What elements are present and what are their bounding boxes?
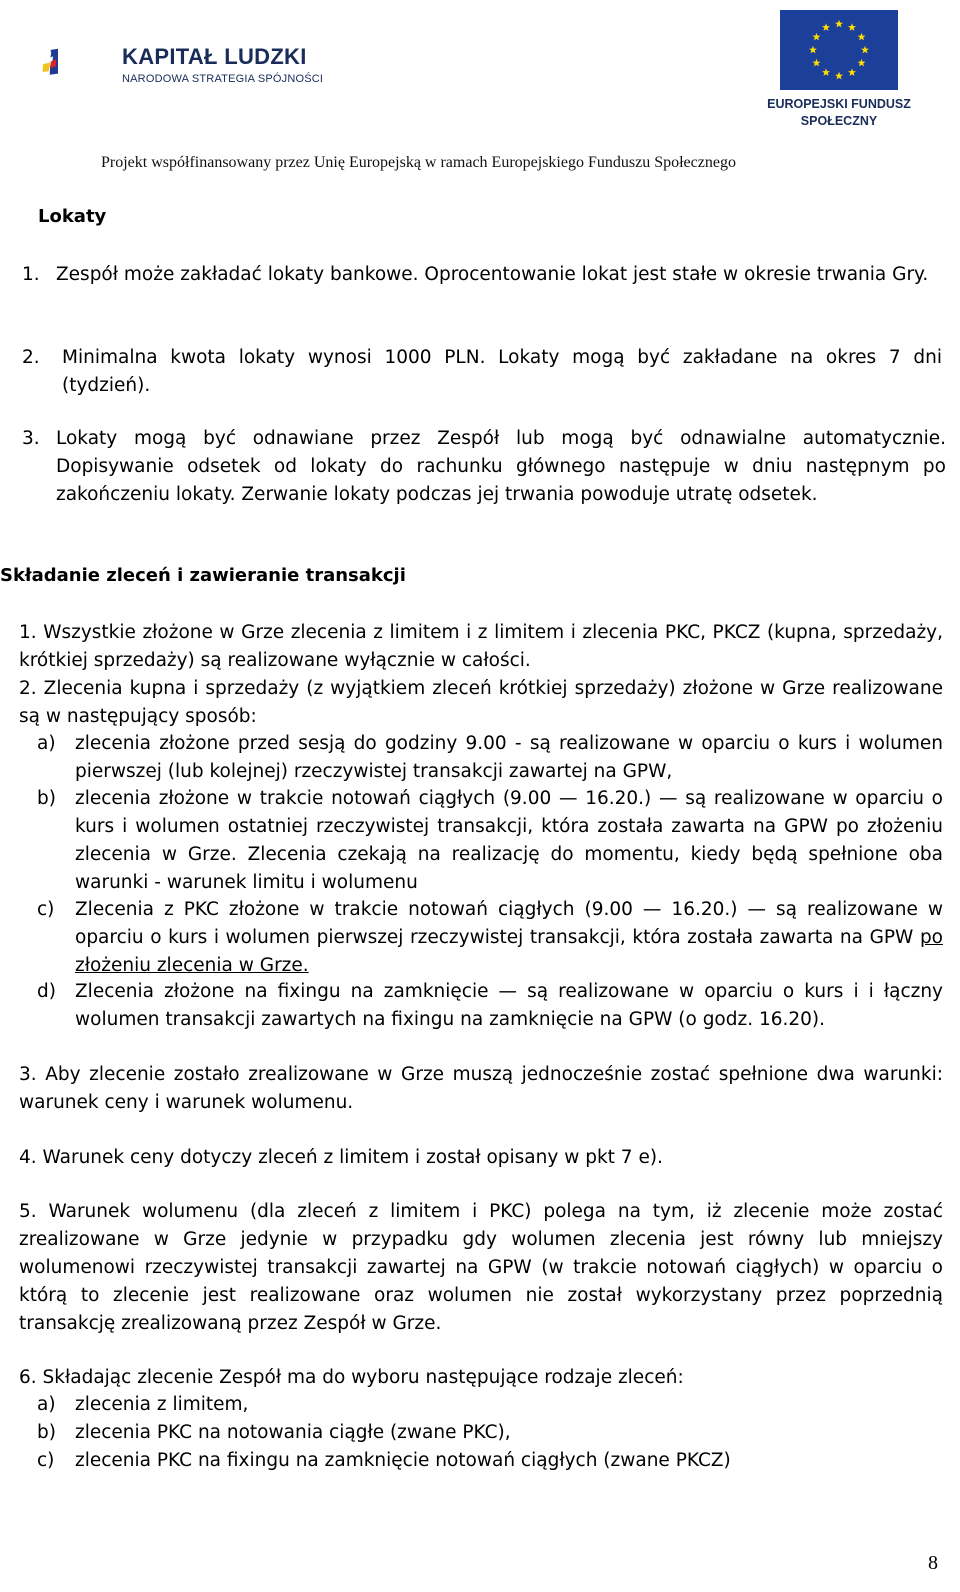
sub-item-letter: d) <box>37 981 56 1002</box>
list-item-number: 1. <box>22 264 40 285</box>
sub-item-letter: a) <box>37 733 56 754</box>
eu-fund-name <box>755 96 923 130</box>
sub-item-text: zlecenia PKC na notowania ciągłe (zwane PKC), <box>75 1422 511 1443</box>
list-item-number: 3. <box>22 428 40 449</box>
kapital-ludzki-subtitle: NARODOWA STRATEGIA SPÓJNOŚCI <box>122 73 324 85</box>
sub-item-text: zlecenia z limitem, <box>75 1394 249 1415</box>
page-number: 8 <box>928 1552 938 1574</box>
paragraph-3: 3. Aby zlecenie zostało zrealizowane w Grze muszą jednocześnie zostać spełnione dwa warunki: warunek ceny i warunek wolumenu. <box>19 1064 943 1113</box>
sub-item-text <box>75 896 943 980</box>
paragraph-6: 6. Składając zlecenie Zespół ma do wyboru następujące rodzaje zleceń: <box>19 1367 684 1388</box>
sub-item-text: zlecenia złożone przed sesją do godziny 9.00 - są realizowane w oparciu o kurs i wolumen pierwszej (lub kolejnej) rzeczywistej transakcji zawartej na GPW, <box>75 733 943 782</box>
eu-flag-icon <box>780 10 898 90</box>
list-item-number: 2. <box>22 347 40 368</box>
kapital-ludzki-emblem-icon <box>42 12 122 112</box>
eu-fund-line1: EUROPEJSKI FUNDUSZ <box>767 97 911 111</box>
eu-fund-line2: SPOŁECZNY <box>800 114 878 128</box>
sub-item-letter: b) <box>37 1422 56 1443</box>
list-item-text: Zespół może zakładać lokaty bankowe. Oprocentowanie lokat jest stałe w okresie trwania Gry. <box>56 264 929 285</box>
sub-item-text: Zlecenia złożone na fixingu na zamknięcie — są realizowane w oparciu o kurs i i łączny wolumen transakcji zawartych na fixingu na zamknięcie na GPW (o godz. 16.20). <box>75 981 943 1030</box>
list-item-text: Lokaty mogą być odnawiane przez Zespół lub mogą być odnawialne automatycznie. Dopisywanie odsetek od lokaty do rachunku głównego następuje w dniu następnym po zakończeniu lokaty. Zerwanie lokaty podczas jej trwania powoduje utratę odsetek. <box>56 428 946 505</box>
sub-item-letter: c) <box>37 1450 55 1471</box>
kapital-ludzki-title: KAPITAŁ LUDZKI <box>122 44 307 69</box>
list-item-text: Minimalna kwota lokaty wynosi 1000 PLN. Lokaty mogą być zakładane na okres 7 dni (tydzień). <box>62 347 942 396</box>
paragraph-2: 2. Zlecenia kupna i sprzedaży (z wyjątkiem zleceń krótkiej sprzedaży) złożone w Grze realizowane są w następujący sposób: <box>19 678 943 727</box>
paragraph-4: 4. Warunek ceny dotyczy zleceń z limitem i został opisany w pkt 7 e). <box>19 1147 663 1168</box>
sub-item-text: zlecenia PKC na fixingu na zamknięcie notowań ciągłych (zwane PKCZ) <box>75 1450 731 1471</box>
sub-item-letter: b) <box>37 788 56 809</box>
sub-item-text-underlined: po złożeniu zlecenia w Grze. <box>75 927 943 976</box>
paragraph-5: 5. Warunek wolumenu (dla zleceń z limitem i PKC) polega na tym, iż zlecenie może zostać zrealizowane w Grze jedynie w przypadku gdy wolumen zlecenia jest równy lub mniejszy wolumenowi rzeczywistej transakcji zawartej na GPW (w trakcie notowań ciągłych) w oparciu o którą to zlecenie jest realizowane oraz wolumen nie został wykorzystany przez poprzednią transakcję zrealizowaną przez Zespół w Grze. <box>19 1201 943 1334</box>
sub-item-letter: a) <box>37 1394 56 1415</box>
paragraph-1: 1. Wszystkie złożone w Grze zlecenia z limitem i z limitem i zlecenia PKC, PKCZ (kupna, sprzedaży, krótkiej sprzedaży) są realizowane wyłącznie w całości. <box>19 622 943 671</box>
cofinancing-note: Projekt współfinansowany przez Unię Europejską w ramach Europejskiego Funduszu Społecznego <box>101 154 736 171</box>
sub-item-text: zlecenia złożone w trakcie notowań ciągłych (9.00 — 16.20.) — są realizowane w oparciu o kurs i wolumen ostatniej rzeczywistej transakcji, która została zawarta na GPW po złożeniu zlecenia w Grze. Zlecenia czekają na realizację do momentu, kiedy będą spełnione oba warunki - warunek limitu i wolumenu <box>75 788 943 893</box>
section-title-lokaty: Lokaty <box>38 206 107 227</box>
sub-item-text-main: Zlecenia z PKC złożone w trakcie notowań ciągłych (9.00 — 16.20.) — są realizowane w oparciu o kurs i wolumen pierwszej rzeczywistej transakcji, która została zawarta na GPW <box>75 899 943 948</box>
sub-item-letter: c) <box>37 899 55 920</box>
section-title-zlecenia: Składanie zleceń i zawieranie transakcji <box>0 565 406 586</box>
